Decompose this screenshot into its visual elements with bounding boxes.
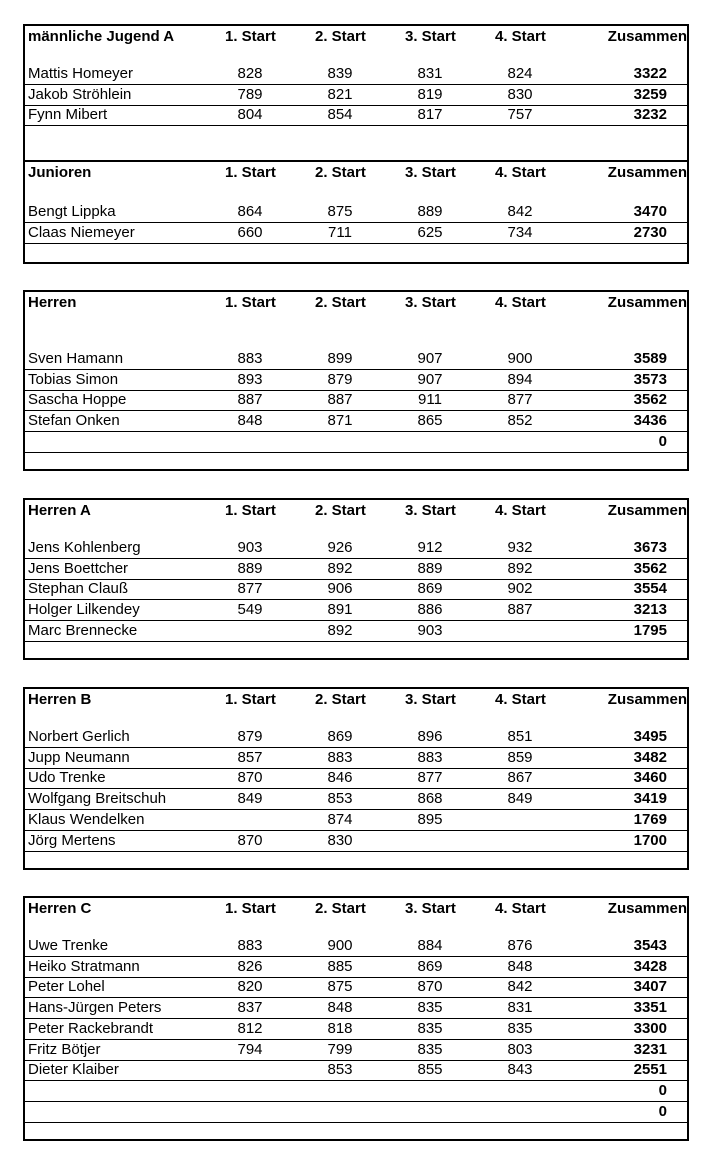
- total-score: 0: [658, 1102, 667, 1120]
- start-1-score: 887: [237, 391, 263, 409]
- total-score: 3322: [633, 65, 667, 82]
- total-score: 3419: [633, 790, 667, 808]
- start-2-score: 871: [327, 412, 353, 430]
- start-4-score: 848: [507, 957, 533, 975]
- start-1-score: 789: [237, 85, 263, 103]
- table-row: [25, 411, 687, 432]
- total-score: 3562: [633, 391, 667, 409]
- group-block: [23, 896, 689, 1141]
- start-4-score: 852: [507, 412, 533, 430]
- start-4-score: [495, 1102, 545, 1122]
- total-score: 3589: [633, 350, 667, 367]
- start-3-score: 855: [417, 1061, 443, 1079]
- total-score: 2551: [633, 1061, 667, 1079]
- column-header-start-2: 2. Start: [315, 502, 366, 519]
- start-1-score: 660: [237, 223, 263, 241]
- start-3-score: 912: [417, 539, 443, 556]
- table-row: [25, 370, 687, 391]
- table-row: [25, 957, 687, 978]
- column-header-start-2: 2. Start: [315, 294, 366, 311]
- player-name: Norbert Gerlich: [28, 728, 130, 745]
- start-4-score: 842: [507, 203, 533, 220]
- column-header-start-3: 3. Start: [405, 164, 456, 181]
- table-row: [25, 789, 687, 810]
- start-1-score: 879: [237, 728, 263, 745]
- player-name: Stephan Clauß: [28, 580, 129, 598]
- table-row: [25, 105, 687, 126]
- start-3-score: [405, 1081, 455, 1101]
- player-name: Dieter Klaiber: [28, 1061, 119, 1079]
- start-1-score: [225, 1102, 275, 1122]
- start-3-score: 835: [417, 999, 443, 1017]
- start-2-score: 711: [328, 223, 352, 241]
- total-score: 3231: [633, 1040, 667, 1058]
- start-4-score: 835: [507, 1019, 533, 1037]
- player-name: Udo Trenke: [28, 769, 106, 787]
- start-2-score: 874: [327, 810, 353, 828]
- start-1-score: [225, 810, 275, 830]
- group-block: [23, 290, 689, 471]
- table-row: [25, 538, 687, 559]
- start-1-score: 857: [237, 748, 263, 766]
- player-name: Tobias Simon: [28, 370, 119, 388]
- start-3-score: 868: [417, 790, 443, 808]
- start-2-score: 883: [327, 748, 353, 766]
- start-4-score: 876: [507, 937, 533, 954]
- table-row: [25, 831, 687, 852]
- start-3-score: 883: [417, 748, 443, 766]
- start-3-score: 889: [417, 203, 443, 220]
- start-2-score: 885: [327, 957, 353, 975]
- column-header-start-3: 3. Start: [405, 502, 456, 519]
- column-header-start-3: 3. Start: [405, 691, 456, 708]
- start-1-score: 889: [237, 559, 263, 577]
- start-2-score: 839: [327, 65, 353, 82]
- total-score: 1700: [633, 831, 667, 849]
- start-1-score: 903: [237, 539, 263, 556]
- column-header-start-1: 1. Start: [225, 28, 276, 45]
- start-1-score: [225, 1060, 275, 1080]
- start-3-score: [405, 831, 455, 851]
- start-1-score: 870: [237, 769, 263, 787]
- table-row: [25, 1060, 687, 1081]
- table-row: [25, 390, 687, 411]
- total-score: 3554: [633, 580, 667, 598]
- group-title: Herren A: [28, 502, 91, 519]
- start-4-score: 824: [507, 65, 533, 82]
- column-header-start-3: 3. Start: [405, 294, 456, 311]
- column-header-start-4: 4. Start: [495, 691, 546, 708]
- total-score: 3436: [633, 412, 667, 430]
- start-2-score: [315, 432, 365, 452]
- start-4-score: 902: [507, 580, 533, 598]
- start-4-score: 849: [507, 790, 533, 808]
- start-3-score: 896: [417, 728, 443, 745]
- start-3-score: 895: [417, 810, 443, 828]
- group-header-row: [25, 163, 687, 183]
- start-1-score: 826: [237, 957, 263, 975]
- start-2-score: 892: [327, 621, 353, 639]
- column-header-start-2: 2. Start: [315, 28, 366, 45]
- start-2-score: 879: [327, 370, 353, 388]
- table-row: [25, 600, 687, 621]
- group-title: Herren C: [28, 900, 92, 917]
- column-header-total: Zusammen: [607, 900, 687, 917]
- start-2-score: 830: [327, 831, 353, 849]
- start-2-score: 854: [327, 106, 353, 124]
- total-score: 3573: [633, 370, 667, 388]
- total-score: 3482: [633, 748, 667, 766]
- player-name: Claas Niemeyer: [28, 223, 135, 241]
- column-header-start-1: 1. Start: [225, 294, 276, 311]
- player-name: Peter Rackebrandt: [28, 1019, 154, 1037]
- table-row: [25, 64, 687, 85]
- start-3-score: 884: [417, 937, 443, 954]
- column-header-start-4: 4. Start: [495, 900, 546, 917]
- start-1-score: [225, 1081, 275, 1101]
- group-header-row: [25, 27, 687, 47]
- player-name: Fynn Mibert: [28, 106, 108, 124]
- start-1-score: 804: [237, 106, 263, 124]
- group-block: [23, 160, 689, 264]
- start-4-score: 887: [507, 601, 533, 619]
- start-2-score: 869: [327, 728, 353, 745]
- table-row: [25, 810, 687, 831]
- start-4-score: 830: [507, 85, 533, 103]
- start-1-score: [225, 432, 275, 452]
- start-3-score: 865: [417, 412, 443, 430]
- player-name: Hans-Jürgen Peters: [28, 999, 162, 1017]
- player-name: Stefan Onken: [28, 412, 120, 430]
- table-row: [25, 85, 687, 106]
- table-row: [25, 223, 687, 244]
- table-row: [25, 1019, 687, 1040]
- start-2-score: 821: [327, 85, 353, 103]
- start-1-score: 870: [237, 831, 263, 849]
- total-score: 3259: [633, 85, 667, 103]
- player-name: Jens Kohlenberg: [28, 539, 141, 556]
- group-title: Herren B: [28, 691, 92, 708]
- total-score: 0: [658, 1081, 667, 1099]
- start-3-score: 886: [417, 601, 443, 619]
- table-row: [25, 936, 687, 957]
- group-header-row: [25, 293, 687, 313]
- column-header-start-3: 3. Start: [405, 28, 456, 45]
- table-row: [25, 621, 687, 642]
- start-2-score: 892: [327, 559, 353, 577]
- start-4-score: 867: [507, 769, 533, 787]
- player-name: Mattis Homeyer: [28, 65, 134, 82]
- start-1-score: 837: [237, 999, 263, 1017]
- group-title: Herren: [28, 294, 77, 311]
- start-4-score: 894: [507, 370, 533, 388]
- table-row: [25, 1102, 687, 1123]
- column-header-start-2: 2. Start: [315, 164, 366, 181]
- column-header-start-1: 1. Start: [225, 164, 276, 181]
- start-2-score: 899: [327, 350, 353, 367]
- start-4-score: 843: [507, 1061, 533, 1079]
- start-4-score: [495, 810, 545, 830]
- total-score: 3470: [633, 203, 667, 220]
- start-3-score: 625: [417, 223, 443, 241]
- start-2-score: 848: [327, 999, 353, 1017]
- column-header-start-2: 2. Start: [315, 900, 366, 917]
- start-4-score: 734: [507, 223, 533, 241]
- start-1-score: 883: [237, 937, 263, 954]
- group-block: [23, 498, 689, 660]
- start-2-score: 846: [327, 769, 353, 787]
- start-3-score: 817: [417, 106, 443, 124]
- total-score: 3351: [633, 999, 667, 1017]
- start-3-score: 835: [417, 1040, 443, 1058]
- start-4-score: [495, 1081, 545, 1101]
- table-row: [25, 998, 687, 1019]
- table-row: [25, 748, 687, 769]
- start-3-score: 831: [417, 65, 443, 82]
- start-1-score: 828: [237, 65, 263, 82]
- start-4-score: 757: [507, 106, 533, 124]
- table-row: [25, 977, 687, 998]
- start-4-score: 803: [507, 1040, 533, 1058]
- total-score: 3300: [633, 1019, 667, 1037]
- table-row: [25, 727, 687, 748]
- player-name: Jens Boettcher: [28, 559, 129, 577]
- column-header-start-4: 4. Start: [495, 502, 546, 519]
- column-header-start-1: 1. Start: [225, 502, 276, 519]
- start-4-score: 831: [507, 999, 533, 1017]
- start-3-score: 869: [417, 580, 443, 598]
- total-score: 3232: [633, 106, 667, 124]
- start-2-score: [315, 1081, 365, 1101]
- group-header-row: [25, 501, 687, 521]
- group-title: Junioren: [28, 164, 92, 181]
- table-row: [25, 202, 687, 223]
- total-score: 1769: [633, 810, 667, 828]
- start-1-score: 549: [237, 601, 263, 619]
- column-header-total: Zusammen: [607, 28, 687, 45]
- start-2-score: 900: [327, 937, 353, 954]
- start-1-score: 883: [237, 350, 263, 367]
- player-name: Klaus Wendelken: [28, 810, 145, 828]
- start-3-score: 903: [417, 621, 443, 639]
- column-header-start-1: 1. Start: [225, 691, 276, 708]
- start-1-score: 864: [237, 203, 263, 220]
- start-3-score: 869: [417, 957, 443, 975]
- column-header-start-4: 4. Start: [495, 28, 546, 45]
- column-header-total: Zusammen: [607, 164, 687, 181]
- player-name: Jakob Ströhlein: [28, 85, 132, 103]
- start-4-score: 892: [507, 559, 533, 577]
- column-header-total: Zusammen: [607, 502, 687, 519]
- total-score: 0: [658, 432, 667, 450]
- column-header-start-4: 4. Start: [495, 164, 546, 181]
- start-3-score: 870: [417, 978, 443, 996]
- column-header-total: Zusammen: [607, 691, 687, 708]
- column-header-start-3: 3. Start: [405, 900, 456, 917]
- total-score: 3562: [633, 559, 667, 577]
- table-row: [25, 559, 687, 580]
- start-3-score: [405, 1102, 455, 1122]
- table-row: [25, 768, 687, 789]
- player-name: Jörg Mertens: [28, 831, 116, 849]
- total-score: 2730: [633, 223, 667, 241]
- start-2-score: 853: [327, 790, 353, 808]
- player-name: Sven Hamann: [28, 350, 124, 367]
- player-name: Heiko Stratmann: [28, 957, 140, 975]
- start-2-score: 875: [327, 203, 353, 220]
- start-1-score: [225, 621, 275, 641]
- start-2-score: [315, 1102, 365, 1122]
- total-score: 1795: [633, 621, 667, 639]
- start-3-score: 877: [417, 769, 443, 787]
- start-4-score: [495, 432, 545, 452]
- table-row: [25, 349, 687, 370]
- player-name: Marc Brennecke: [28, 621, 138, 639]
- start-3-score: 889: [417, 559, 443, 577]
- player-name: Jupp Neumann: [28, 748, 130, 766]
- column-header-start-1: 1. Start: [225, 900, 276, 917]
- start-2-score: 926: [327, 539, 353, 556]
- start-1-score: 877: [237, 580, 263, 598]
- start-2-score: 875: [327, 978, 353, 996]
- player-name: Holger Lilkendey: [28, 601, 140, 619]
- total-score: 3673: [633, 539, 667, 556]
- start-3-score: 819: [417, 85, 443, 103]
- start-2-score: 906: [327, 580, 353, 598]
- total-score: 3543: [633, 937, 667, 954]
- start-4-score: 842: [507, 978, 533, 996]
- start-1-score: 812: [237, 1019, 263, 1037]
- player-name: Fritz Bötjer: [28, 1040, 101, 1058]
- table-row: [25, 432, 687, 453]
- start-2-score: 853: [327, 1061, 353, 1079]
- player-name: Uwe Trenke: [28, 937, 109, 954]
- start-1-score: 849: [237, 790, 263, 808]
- group-block: [23, 687, 689, 870]
- table-row: [25, 1040, 687, 1061]
- player-name: Sascha Hoppe: [28, 391, 127, 409]
- player-name: Wolfgang Breitschuh: [28, 790, 167, 808]
- start-1-score: 820: [237, 978, 263, 996]
- group-header-row: [25, 899, 687, 919]
- start-4-score: 932: [507, 539, 533, 556]
- group-title: männliche Jugend A: [28, 28, 175, 45]
- player-name: Bengt Lippka: [28, 203, 116, 220]
- start-2-score: 887: [327, 391, 353, 409]
- start-1-score: 794: [237, 1040, 263, 1058]
- total-score: 3495: [633, 728, 667, 745]
- total-score: 3460: [633, 769, 667, 787]
- total-score: 3428: [633, 957, 667, 975]
- start-4-score: [495, 831, 545, 851]
- start-3-score: 835: [417, 1019, 443, 1037]
- start-4-score: 859: [507, 748, 533, 766]
- player-name: Peter Lohel: [28, 978, 105, 996]
- group-header-row: [25, 690, 687, 710]
- start-4-score: [495, 621, 545, 641]
- start-3-score: 911: [418, 391, 442, 409]
- start-2-score: 818: [327, 1019, 353, 1037]
- column-header-start-4: 4. Start: [495, 294, 546, 311]
- total-score: 3407: [633, 978, 667, 996]
- start-3-score: 907: [417, 350, 443, 367]
- start-4-score: 900: [507, 350, 533, 367]
- table-row: [25, 579, 687, 600]
- column-header-start-2: 2. Start: [315, 691, 366, 708]
- start-3-score: 907: [417, 370, 443, 388]
- start-1-score: 893: [237, 370, 263, 388]
- start-3-score: [405, 432, 455, 452]
- start-2-score: 799: [327, 1040, 353, 1058]
- start-4-score: 851: [507, 728, 533, 745]
- group-block: [23, 24, 689, 162]
- table-row: [25, 1081, 687, 1102]
- start-1-score: 848: [237, 412, 263, 430]
- column-header-total: Zusammen: [607, 294, 687, 311]
- start-2-score: 891: [327, 601, 353, 619]
- total-score: 3213: [633, 601, 667, 619]
- start-4-score: 877: [507, 391, 533, 409]
